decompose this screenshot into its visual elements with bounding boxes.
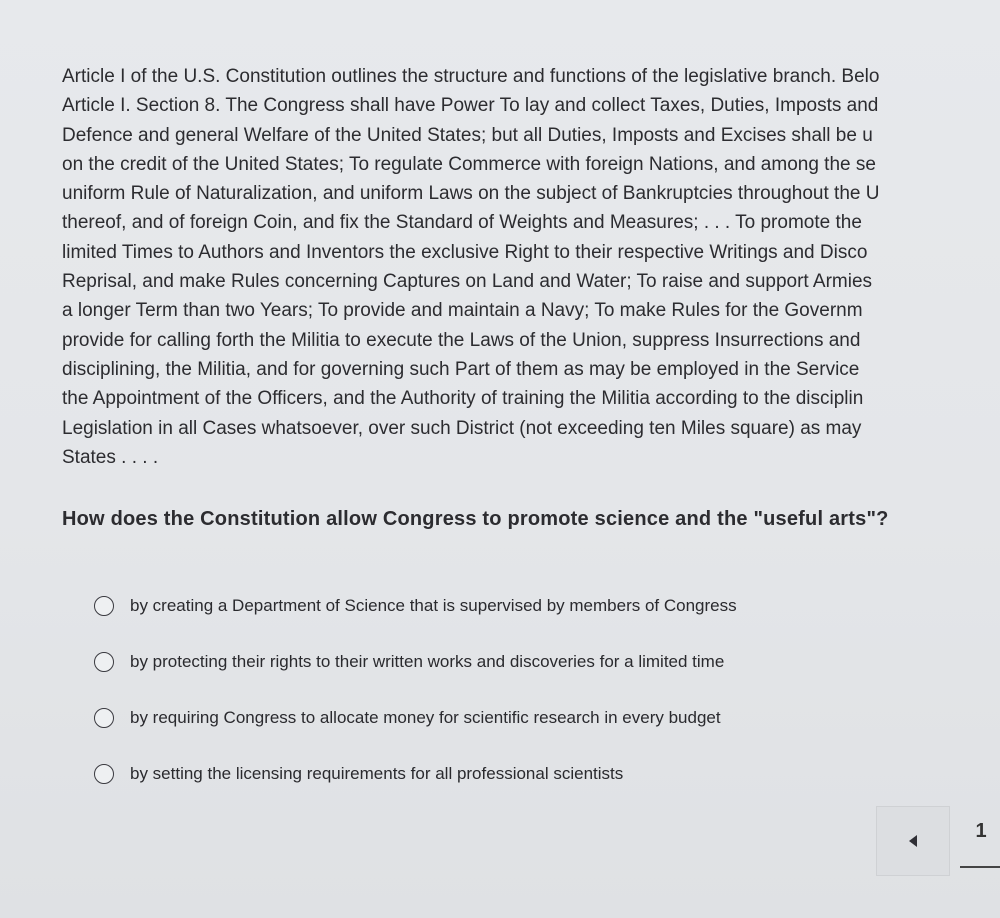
- passage-line: States . . . .: [62, 446, 159, 468]
- question-text: How does the Constitution allow Congress to promote science and the "useful arts"?: [62, 508, 889, 530]
- passage: [62, 62, 1000, 472]
- radio-button[interactable]: [94, 708, 114, 728]
- radio-button[interactable]: [94, 764, 114, 784]
- radio-button[interactable]: [94, 596, 114, 616]
- page-number[interactable]: 1: [975, 820, 987, 842]
- previous-page-button[interactable]: [876, 806, 950, 876]
- passage-line: Reprisal, and make Rules concerning Captures on Land and Water; To raise and support Armies: [62, 271, 873, 293]
- passage-line: Legislation in all Cases whatsoever, over such District (not exceeding ten Miles square) as may: [62, 417, 862, 439]
- triangle-left-icon: [909, 835, 917, 847]
- passage-line: disciplining, the Militia, and for governing such Part of them as may be employed in the Service: [62, 358, 860, 380]
- answer-option-d[interactable]: [94, 746, 974, 802]
- radio-button[interactable]: [94, 652, 114, 672]
- passage-line: a longer Term than two Years; To provide and maintain a Navy; To make Rules for the Governm: [62, 300, 863, 322]
- passage-line: limited Times to Authors and Inventors the exclusive Right to their respective Writings and Disco: [62, 241, 868, 263]
- answer-option-c[interactable]: [94, 690, 974, 746]
- answer-option-a[interactable]: [94, 578, 974, 634]
- answer-option-label: by setting the licensing requirements for all professional scientists: [130, 764, 624, 783]
- passage-line: Article I of the U.S. Constitution outlines the structure and functions of the legislative branch. Belo: [62, 66, 880, 87]
- passage-line: thereof, and of foreign Coin, and fix the Standard of Weights and Measures; . . . To promote the: [62, 212, 862, 234]
- answer-option-label: by creating a Department of Science that is supervised by members of Congress: [130, 596, 737, 615]
- answer-option-label: by protecting their rights to their written works and discoveries for a limited time: [130, 652, 725, 671]
- passage-line: Article I. Section 8. The Congress shall have Power To lay and collect Taxes, Duties, Imposts and: [62, 95, 879, 117]
- passage-line: the Appointment of the Officers, and the Authority of training the Militia according to the disciplin: [62, 388, 864, 410]
- passage-line: on the credit of the United States; To regulate Commerce with foreign Nations, and among the se: [62, 153, 876, 175]
- page-number-underline: [960, 866, 1000, 868]
- passage-line: Defence and general Welfare of the United States; but all Duties, Imposts and Excises shall be u: [62, 124, 873, 146]
- answer-option-label: by requiring Congress to allocate money for scientific research in every budget: [130, 708, 721, 727]
- passage-line: provide for calling forth the Militia to execute the Laws of the Union, suppress Insurrections and: [62, 329, 861, 351]
- answer-option-b[interactable]: [94, 634, 974, 690]
- answer-options: [94, 578, 974, 802]
- passage-line: uniform Rule of Naturalization, and uniform Laws on the subject of Bankruptcies throughout the U: [62, 183, 880, 205]
